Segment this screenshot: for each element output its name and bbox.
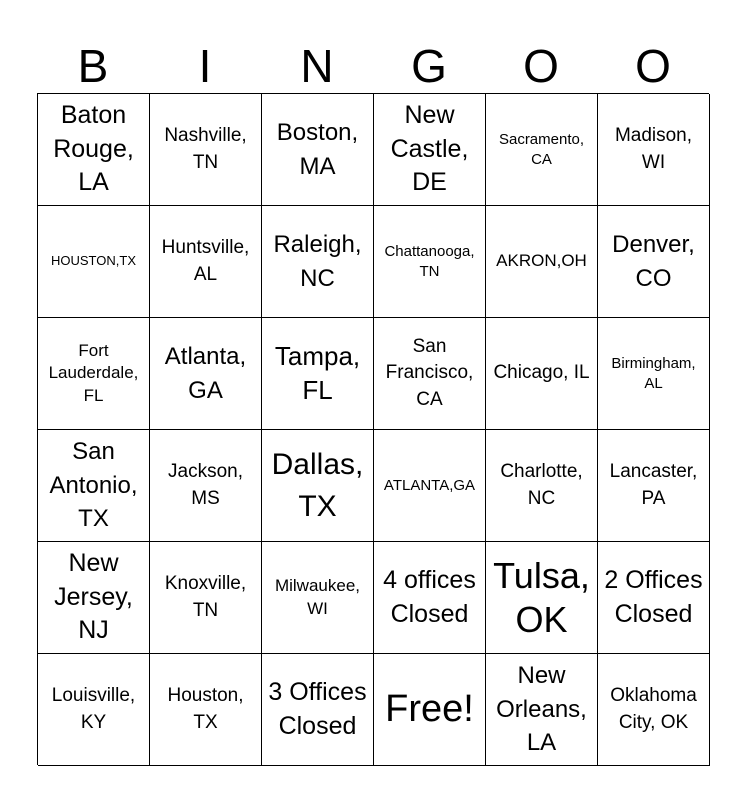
- bingo-cell[interactable]: [598, 94, 710, 206]
- bingo-cell[interactable]: [38, 206, 150, 318]
- header-letter-b: B: [77, 40, 109, 92]
- bingo-cell[interactable]: [598, 318, 710, 430]
- cell-text: Denver, CO: [612, 230, 695, 292]
- cell-text: Oklahoma City, OK: [610, 684, 697, 733]
- bingo-cell[interactable]: [150, 206, 262, 318]
- cell-text: 2 Offices Closed: [604, 565, 703, 628]
- cell-text: 3 Offices Closed: [268, 677, 367, 740]
- bingo-cell[interactable]: [374, 318, 486, 430]
- cell-text: AKRON,OH: [496, 251, 587, 271]
- cell-text: San Antonio, TX: [49, 438, 138, 533]
- header-letter-g: G: [411, 40, 447, 92]
- bingo-cell[interactable]: [38, 654, 150, 766]
- cell-text: HOUSTON,TX: [51, 253, 136, 269]
- bingo-cell[interactable]: [486, 94, 598, 206]
- bingo-cell[interactable]: [150, 654, 262, 766]
- bingo-cell[interactable]: [150, 318, 262, 430]
- bingo-cell[interactable]: [486, 542, 598, 654]
- cell-text: Fort Lauderdale, FL: [48, 341, 139, 405]
- bingo-cell[interactable]: [262, 654, 374, 766]
- cell-text: New Castle, DE: [390, 100, 469, 197]
- bingo-cell[interactable]: [486, 654, 598, 766]
- bingo-cell[interactable]: [262, 206, 374, 318]
- bingo-cell[interactable]: [150, 542, 262, 654]
- free-space-text: Free!: [385, 687, 474, 730]
- cell-text: ATLANTA,GA: [383, 476, 476, 494]
- cell-text: Birmingham, AL: [611, 355, 696, 392]
- free-space-cell[interactable]: [374, 654, 486, 766]
- bingo-cell[interactable]: [486, 318, 598, 430]
- cell-text: New Jersey, NJ: [54, 548, 133, 645]
- bingo-cell[interactable]: [262, 94, 374, 206]
- cell-text: Louisville, KY: [51, 684, 136, 733]
- bingo-cell[interactable]: [38, 542, 150, 654]
- cell-text: Raleigh, NC: [273, 230, 362, 292]
- bingo-header: [37, 38, 709, 94]
- header-letter-i: I: [198, 40, 212, 92]
- cell-text: Sacramento, CA: [498, 131, 585, 168]
- bingo-cell[interactable]: [262, 542, 374, 654]
- cell-text: Tulsa, OK: [493, 555, 590, 640]
- bingo-cell[interactable]: [598, 430, 710, 542]
- header-letter-o: O: [523, 40, 559, 92]
- cell-text: Madison, WI: [614, 124, 693, 173]
- cell-text: Tampa, FL: [274, 340, 361, 405]
- bingo-board: [37, 93, 709, 765]
- cell-text: Dallas, TX: [271, 447, 364, 523]
- cell-text: Baton Rouge, LA: [53, 100, 134, 197]
- cell-text: Charlotte, NC: [500, 460, 583, 509]
- bingo-cell[interactable]: [38, 94, 150, 206]
- bingo-cell[interactable]: [374, 430, 486, 542]
- bingo-cell[interactable]: [486, 430, 598, 542]
- cell-text: Huntsville, AL: [161, 236, 250, 285]
- cell-text: Boston, MA: [276, 118, 359, 180]
- bingo-cell[interactable]: [374, 94, 486, 206]
- cell-text: Houston, TX: [167, 684, 244, 733]
- bingo-cell[interactable]: [598, 654, 710, 766]
- header-letter-n: N: [300, 40, 334, 92]
- cell-text: New Orleans, LA: [496, 662, 587, 757]
- cell-text: 4 offices Closed: [383, 565, 476, 628]
- cell-text: Milwaukee, WI: [274, 576, 361, 618]
- bingo-cell[interactable]: [38, 430, 150, 542]
- cell-text: Knoxville, TN: [164, 572, 247, 621]
- cell-text: Chattanooga, TN: [384, 243, 475, 280]
- cell-text: Chicago, IL: [493, 362, 590, 384]
- bingo-cell[interactable]: [374, 542, 486, 654]
- bingo-cell[interactable]: [374, 206, 486, 318]
- bingo-cell[interactable]: [262, 318, 374, 430]
- cell-text: Jackson, MS: [168, 460, 243, 509]
- bingo-cell[interactable]: [150, 430, 262, 542]
- cell-text: San Francisco, CA: [385, 335, 474, 410]
- bingo-cell[interactable]: [598, 542, 710, 654]
- bingo-cell[interactable]: [38, 318, 150, 430]
- cell-text: Atlanta, GA: [164, 342, 247, 404]
- bingo-cell[interactable]: [486, 206, 598, 318]
- bingo-cell[interactable]: [598, 206, 710, 318]
- cell-text: Nashville, TN: [164, 124, 247, 173]
- bingo-cell[interactable]: [262, 430, 374, 542]
- header-letter-o-2: O: [635, 40, 671, 92]
- bingo-cell[interactable]: [150, 94, 262, 206]
- cell-text: Lancaster, PA: [609, 460, 698, 509]
